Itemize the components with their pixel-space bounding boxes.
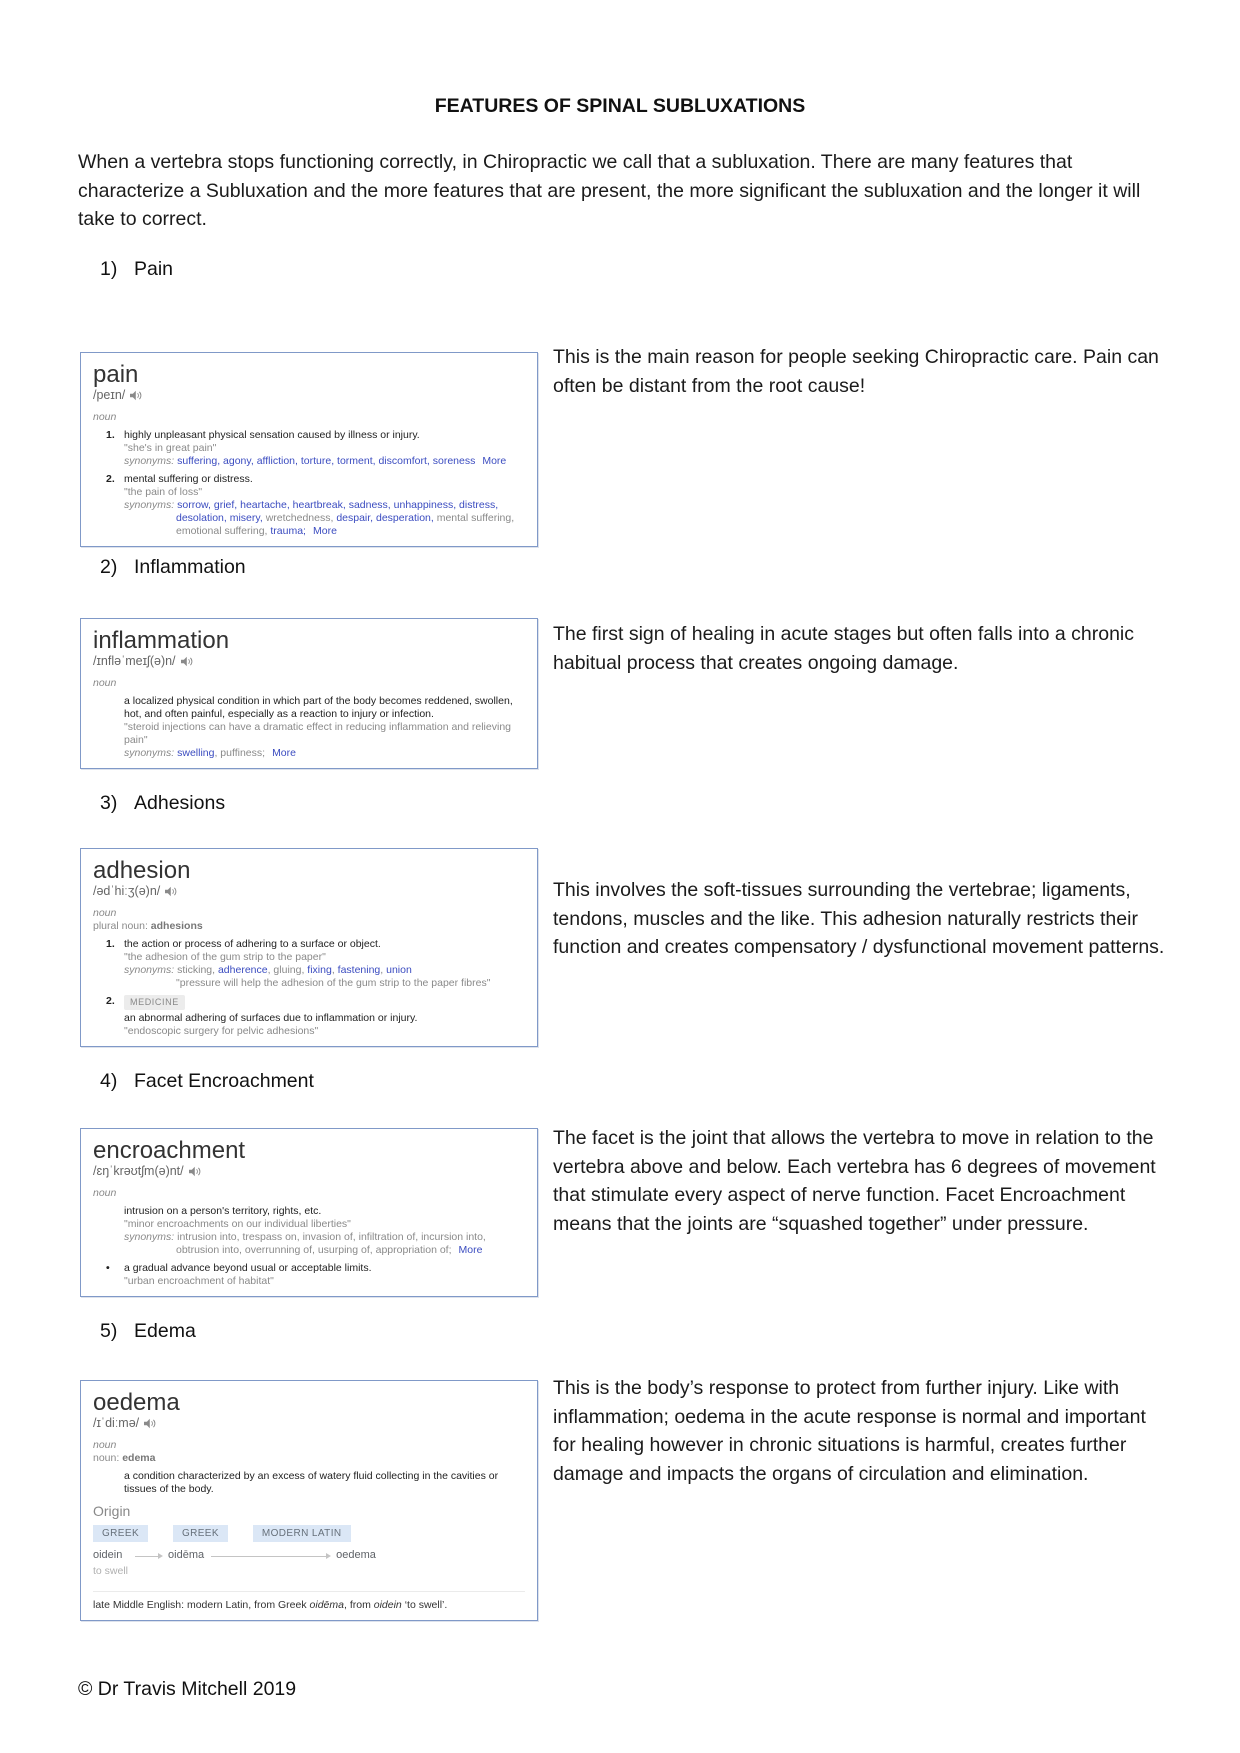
more-link[interactable]: More — [482, 455, 507, 467]
plural-form: plural noun: adhesions — [93, 920, 203, 932]
language-badge: MODERN LATIN — [253, 1525, 351, 1542]
definition-text: a gradual advance beyond usual or acceptable limits. — [124, 1262, 372, 1274]
language-badge: GREEK — [93, 1525, 148, 1542]
definition-text: highly unpleasant physical sensation caused by illness or injury. — [124, 429, 420, 441]
dictionary-box-encroachment — [80, 1128, 538, 1297]
section-number: 1) — [100, 258, 118, 280]
synonyms-line: synonyms: sticking, adherence, gluing, fixing, fastening, union — [124, 964, 412, 976]
example-quote: "minor encroachments on our individual liberties" — [124, 1218, 351, 1230]
etymon-word: oidēma — [168, 1549, 205, 1561]
synonyms-line: synonyms: sorrow, grief, heartache, heartbreak, sadness, unhappiness, distress, desolation, misery, wretchedness, despair, desperation, mental suffering, emotional suffering, trauma; More — [124, 499, 515, 537]
language-badge: GREEK — [173, 1525, 228, 1542]
definition-number: 2. — [106, 995, 115, 1007]
note-adhesions: This involves the soft-tissues surrounding the vertebrae; ligaments, tendons, muscles and the like. This adhesion naturally restricts their function and creates compensatory / dysfunctional movement patterns. — [553, 879, 1165, 958]
note-edema: This is the body’s response to protect from further injury. Like with inflammation; oedema in the acute response is normal and important for healing however in chronic situations is harmful, creates further damage and impacts the organs of circulation and elimination. — [553, 1377, 1146, 1485]
synonyms-line: synonyms: intrusion into, trespass on, invasion of, infiltration of, incursion into, obtrusion into, overrunning of, usurping of, appropriation of; More — [124, 1231, 486, 1256]
pronunciation: /peɪn/ — [93, 388, 126, 402]
speaker-icon[interactable] — [189, 1166, 202, 1177]
more-link[interactable]: More — [312, 525, 337, 537]
section-number: 5) — [100, 1320, 118, 1342]
section-title: Inflammation — [134, 556, 246, 578]
variant-form: noun: edema — [93, 1452, 156, 1464]
definition-text: a localized physical condition in which part of the body becomes reddened, swollen, hot, and often painful, especially as a reaction to injury or infection. — [124, 695, 513, 720]
speaker-icon[interactable] — [130, 390, 143, 401]
etymon-gloss: to swell — [93, 1565, 129, 1577]
etymology-chain — [93, 1549, 525, 1578]
origin-label: Origin — [93, 1503, 131, 1519]
medicine-badge: MEDICINE — [124, 995, 185, 1010]
synonyms-line: synonyms: swelling, puffiness; More — [124, 747, 296, 759]
definition-number: 1. — [106, 938, 115, 950]
more-link[interactable]: More — [272, 747, 296, 759]
section-heading-edema — [100, 1320, 196, 1343]
pronunciation: /ɛŋˈkrəʊtʃm(ə)nt/ — [93, 1164, 184, 1178]
definition-text: intrusion on a person's territory, rights, etc. — [124, 1205, 322, 1217]
example-quote: "steroid injections can have a dramatic effect in reducing inflammation and relieving pain" — [124, 721, 511, 746]
section-title: Adhesions — [134, 792, 226, 814]
intro-paragraph: When a vertebra stops functioning correctly, in Chiropractic we call that a subluxation. There are many features that characterize a Subluxation and the more features that are present, the more significant the subluxation and the longer it will take to correct. — [78, 151, 1141, 230]
synonyms-line: synonyms: suffering, agony, affliction, torture, torment, discomfort, soreness More — [124, 455, 507, 467]
section-heading-facet-encroachment — [100, 1070, 314, 1093]
headword: inflammation — [93, 627, 230, 654]
bullet-marker: • — [106, 1262, 110, 1274]
etymon-word: oedema — [336, 1549, 376, 1561]
etymon-word: oidein — [93, 1549, 123, 1561]
speaker-icon[interactable] — [165, 886, 178, 897]
definition-entry — [93, 473, 525, 538]
definition-entry — [93, 429, 525, 468]
headword: pain — [93, 361, 139, 388]
section-heading-pain — [100, 258, 173, 281]
definition-entry — [93, 995, 525, 1038]
example-quote: "she's in great pain" — [124, 442, 217, 454]
section-heading-inflammation — [100, 556, 246, 579]
speaker-icon[interactable] — [181, 656, 194, 667]
part-of-speech: noun — [93, 1187, 117, 1199]
headword: oedema — [93, 1389, 180, 1416]
definition-entry — [93, 695, 525, 760]
section-title: Facet Encroachment — [134, 1070, 314, 1092]
example-quote: "the adhesion of the gum strip to the paper" — [124, 951, 326, 963]
speaker-icon[interactable] — [144, 1418, 157, 1429]
definition-number: 1. — [106, 429, 115, 441]
section-title: Pain — [134, 258, 174, 280]
section-number: 3) — [100, 792, 118, 814]
arrow-right-icon — [211, 1556, 329, 1557]
note-inflammation: The first sign of healing in acute stages but often falls into a chronic habitual process that creates ongoing damage. — [553, 623, 1135, 674]
part-of-speech: noun — [93, 411, 117, 423]
dictionary-box-adhesion — [80, 848, 538, 1047]
dictionary-box-pain — [80, 352, 538, 547]
part-of-speech: noun — [93, 1439, 117, 1451]
headword: adhesion — [93, 857, 191, 884]
definition-text: the action or process of adhering to a surface or object. — [124, 938, 381, 950]
note-facet-encroachment: The facet is the joint that allows the vertebra to move in relation to the vertebra above and below. Each vertebra has 6 degrees of movement that stimulate every aspect of nerve function. Facet Encroachment means that the joints are “squashed together” under pressure. — [553, 1127, 1156, 1235]
section-number: 2) — [100, 556, 118, 578]
pronunciation: /ɪnfləˈmeɪʃ(ə)n/ — [93, 654, 176, 668]
example-quote: "urban encroachment of habitat" — [124, 1275, 274, 1287]
section-title: Edema — [134, 1320, 196, 1342]
arrow-right-icon — [135, 1556, 161, 1557]
definition-text: an abnormal adhering of surfaces due to inflammation or injury. — [124, 1012, 418, 1024]
headword: encroachment — [93, 1137, 246, 1164]
example-quote: "endoscopic surgery for pelvic adhesions" — [124, 1025, 319, 1037]
part-of-speech: noun — [93, 907, 117, 919]
definition-entry — [93, 1470, 525, 1496]
part-of-speech: noun — [93, 677, 117, 689]
definition-entry — [93, 1262, 525, 1288]
dictionary-box-inflammation — [80, 618, 538, 769]
example-quote: "the pain of loss" — [124, 486, 203, 498]
dictionary-box-oedema — [80, 1380, 538, 1621]
page-title: FEATURES OF SPINAL SUBLUXATIONS — [434, 95, 806, 117]
section-heading-adhesions — [100, 792, 225, 815]
definition-number — [106, 1470, 124, 1496]
definition-entry — [93, 938, 525, 990]
definition-number — [106, 695, 124, 760]
definition-text: mental suffering or distress. — [124, 473, 253, 485]
more-link[interactable]: More — [458, 1244, 483, 1256]
copyright-footer: © Dr Travis Mitchell 2019 — [78, 1678, 297, 1700]
pronunciation: /ədˈhiːʒ(ə)n/ — [93, 884, 161, 898]
section-number: 4) — [100, 1070, 118, 1092]
definition-number — [106, 1205, 124, 1257]
definition-text: a condition characterized by an excess of watery fluid collecting in the cavities or tissues of the body. — [124, 1470, 499, 1495]
etymology-text: late Middle English: modern Latin, from Greek oidēma, from oidein ‘to swell’. — [93, 1591, 525, 1612]
pronunciation: /ɪˈdiːmə/ — [93, 1416, 140, 1430]
example-quote: "pressure will help the adhesion of the gum strip to the paper fibres" — [176, 977, 491, 989]
note-pain: This is the main reason for people seeking Chiropractic care. Pain can often be distant from the root cause! — [553, 346, 1159, 397]
definition-entry — [93, 1205, 525, 1257]
definition-number: 2. — [106, 473, 115, 485]
origin-section — [93, 1505, 525, 1612]
